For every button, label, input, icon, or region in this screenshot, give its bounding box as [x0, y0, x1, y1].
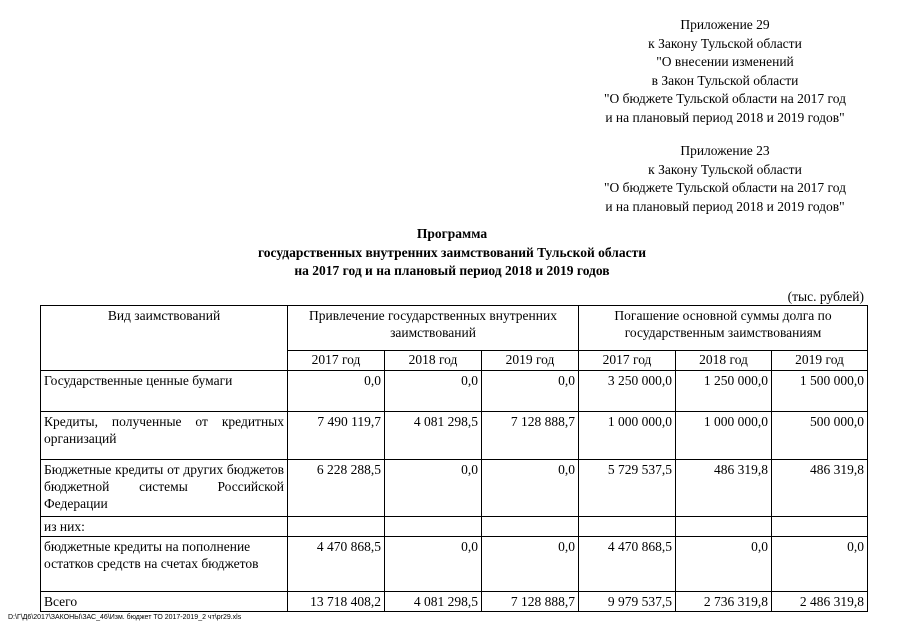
- row-label: из них:: [41, 517, 288, 537]
- table-cell: 13 718 408,2: [288, 592, 385, 612]
- appendix-29-line: Приложение 29: [680, 17, 770, 32]
- table-cell: 6 228 288,5: [288, 460, 385, 517]
- table-cell: 7 128 888,7: [482, 592, 579, 612]
- table-cell: 0,0: [385, 460, 482, 517]
- table-cell: 5 729 537,5: [579, 460, 676, 517]
- table-cell: 486 319,8: [676, 460, 772, 517]
- row-label: Кредиты, полученные от кредитных организаций: [41, 412, 288, 460]
- header-year: 2018 год: [676, 351, 772, 371]
- table-cell: 1 000 000,0: [676, 412, 772, 460]
- table-cell: 4 081 298,5: [385, 592, 482, 612]
- title-line: на 2017 год и на плановый период 2018 и 2019 годов: [294, 263, 610, 279]
- appendix-23-header: [560, 142, 890, 216]
- title-line: государственных внутренних заимствований Тульской области: [257, 244, 647, 260]
- table-cell: 0,0: [385, 371, 482, 412]
- table-row: [41, 537, 868, 592]
- appendix-29-line: "О внесении изменений: [656, 54, 794, 70]
- table-cell: 4 081 298,5: [385, 412, 482, 460]
- table-cell: 9 979 537,5: [579, 592, 676, 612]
- unit-label: (тыс. рублей): [787, 289, 864, 304]
- header-type: Вид заимствований: [41, 306, 288, 371]
- table-cell: 1 250 000,0: [676, 371, 772, 412]
- header-attraction: Привлечение государственных внутренних заимствований: [288, 306, 579, 351]
- table-cell: [772, 517, 868, 537]
- header-year: 2019 год: [482, 351, 579, 371]
- table-cell: 3 250 000,0: [579, 371, 676, 412]
- row-label: Всего: [41, 592, 288, 612]
- table-row: [41, 460, 868, 517]
- table-cell: 4 470 868,5: [579, 537, 676, 592]
- table-cell: [385, 517, 482, 537]
- header-year: 2017 год: [579, 351, 676, 371]
- header-repayment: Погашение основной суммы долга по государственным заимствованиям: [579, 306, 868, 351]
- table-cell: 500 000,0: [772, 412, 868, 460]
- table-row: [41, 517, 868, 537]
- appendix-23-line: к Закону Тульской области: [648, 161, 802, 177]
- table-cell: 1 500 000,0: [772, 371, 868, 412]
- header-year: 2019 год: [772, 351, 868, 371]
- table-cell: [676, 517, 772, 537]
- table-cell: 0,0: [482, 537, 579, 592]
- table-cell: 0,0: [288, 371, 385, 412]
- table-row: [41, 371, 868, 412]
- table-cell: 1 000 000,0: [579, 412, 676, 460]
- table-cell: 2 486 319,8: [772, 592, 868, 612]
- table-cell: [579, 517, 676, 537]
- table-cell: 0,0: [482, 460, 579, 517]
- table-cell: [288, 517, 385, 537]
- header-year: 2017 год: [288, 351, 385, 371]
- appendix-23-line: и на плановый период 2018 и 2019 годов": [605, 198, 845, 214]
- table-cell: 0,0: [772, 537, 868, 592]
- file-path-footer: D:\Г\Д6\2017\ЗАКОНЫ\ЗАС_46\Изм. бюджет ТО 2017-2019_2 чт\pr29.xls: [8, 614, 242, 621]
- appendix-29-header: [560, 16, 890, 128]
- table-cell: 0,0: [482, 371, 579, 412]
- table-cell: 4 470 868,5: [288, 537, 385, 592]
- table-row: [41, 412, 868, 460]
- appendix-29-line: "О бюджете Тульской области на 2017 год: [604, 91, 846, 107]
- table-row-total: [41, 592, 868, 612]
- document-title: [0, 225, 904, 281]
- table-cell: 2 736 319,8: [676, 592, 772, 612]
- title-line: Программа: [416, 226, 488, 241]
- row-label: Государственные ценные бумаги: [41, 371, 288, 412]
- row-label: Бюджетные кредиты от других бюджетов бюджетной системы Российской Федерации: [41, 460, 288, 517]
- table-cell: 7 490 119,7: [288, 412, 385, 460]
- table-cell: [482, 517, 579, 537]
- table-cell: 7 128 888,7: [482, 412, 579, 460]
- appendix-29-line: в Закон Тульской области: [651, 72, 799, 88]
- table-cell: 0,0: [385, 537, 482, 592]
- appendix-29-line: и на плановый период 2018 и 2019 годов": [605, 109, 845, 125]
- row-label: бюджетные кредиты на пополнение остатков средств на счетах бюджетов: [41, 537, 288, 592]
- header-year: 2018 год: [385, 351, 482, 371]
- table-cell: 0,0: [676, 537, 772, 592]
- appendix-29-line: к Закону Тульской области: [648, 35, 802, 51]
- borrowing-program-table: [40, 305, 868, 612]
- table-cell: 486 319,8: [772, 460, 868, 517]
- appendix-23-line: Приложение 23: [680, 143, 770, 158]
- appendix-23-line: "О бюджете Тульской области на 2017 год: [604, 180, 846, 196]
